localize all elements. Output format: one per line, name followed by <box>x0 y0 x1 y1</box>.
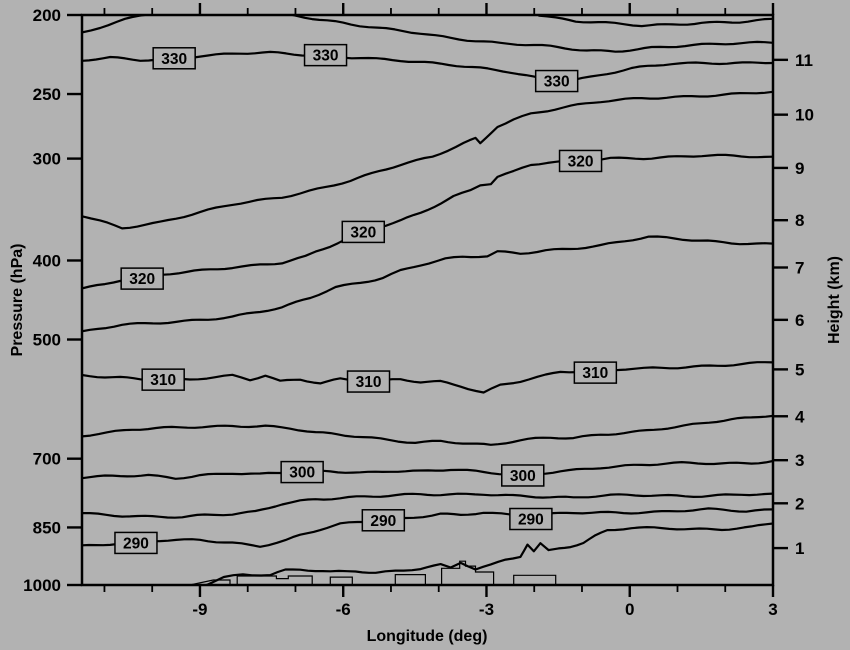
contour-label-text: 310 <box>582 365 609 383</box>
contour-label-text: 330 <box>312 47 339 65</box>
left-axis-title: Pressure (hPa) <box>9 243 26 357</box>
pressure-axis-ticks <box>23 6 82 595</box>
contour-line-290 <box>82 508 773 546</box>
height-tick-label: 2 <box>795 494 805 514</box>
pressure-tick-label: 700 <box>32 449 61 469</box>
x-tick-label: -6 <box>335 600 351 619</box>
height-tick-label: 10 <box>795 105 814 125</box>
height-tick-label: 4 <box>795 407 805 427</box>
contour-line-295 <box>82 494 773 518</box>
height-axis-ticks <box>773 51 814 558</box>
right-axis-title: Height (km) <box>826 256 843 344</box>
plot-frame <box>82 15 773 585</box>
height-tick-label: 8 <box>795 211 805 231</box>
contour-label-text: 320 <box>567 153 594 171</box>
contour-label-text: 290 <box>123 535 149 553</box>
contour-label-text: 330 <box>161 50 188 68</box>
x-axis-title: Longitude (deg) <box>366 628 488 645</box>
pressure-tick-label: 1000 <box>23 576 61 595</box>
height-tick-label: 11 <box>795 50 813 70</box>
height-tick-label: 1 <box>795 539 805 559</box>
contour-line-335 <box>290 14 773 51</box>
x-tick-label: 0 <box>625 600 635 619</box>
contour-label-text: 310 <box>150 372 177 390</box>
contour-line-320 <box>82 155 773 289</box>
contour-line-325 <box>82 92 773 229</box>
contour-line-300 <box>82 461 773 479</box>
pressure-tick-label: 200 <box>32 6 61 25</box>
x-tick-label: -3 <box>478 600 495 619</box>
pressure-tick-label: 400 <box>32 251 61 271</box>
contour-label-text: 290 <box>517 511 544 529</box>
height-tick-label: 6 <box>795 310 805 330</box>
height-tick-label: 9 <box>795 158 805 178</box>
contour-line-340 <box>539 16 773 27</box>
pressure-tick-label: 500 <box>32 330 61 350</box>
x-axis-ticks <box>104 3 777 619</box>
contour-field <box>82 14 773 586</box>
contour-line-335 <box>82 15 147 33</box>
height-tick-label: 5 <box>795 360 805 380</box>
contour-label-text: 320 <box>129 271 156 289</box>
pressure-tick-label: 850 <box>32 518 61 538</box>
contour-label-text: 320 <box>350 224 377 242</box>
contour-label-text: 330 <box>543 73 570 91</box>
contour-label-text: 290 <box>370 512 397 530</box>
height-tick-label: 3 <box>795 451 805 471</box>
contour-label-text: 310 <box>355 374 382 392</box>
contour-line-310 <box>82 362 773 392</box>
pressure-tick-label: 300 <box>32 149 61 169</box>
contour-label-text: 300 <box>509 467 536 485</box>
contour-line-315 <box>82 237 773 332</box>
pressure-tick-label: 250 <box>32 85 61 105</box>
x-tick-label: -9 <box>192 600 208 619</box>
x-tick-label: 3 <box>768 600 778 619</box>
height-tick-label: 7 <box>795 258 805 278</box>
contour-label-text: 300 <box>289 464 316 482</box>
contour-line-305 <box>82 416 773 445</box>
